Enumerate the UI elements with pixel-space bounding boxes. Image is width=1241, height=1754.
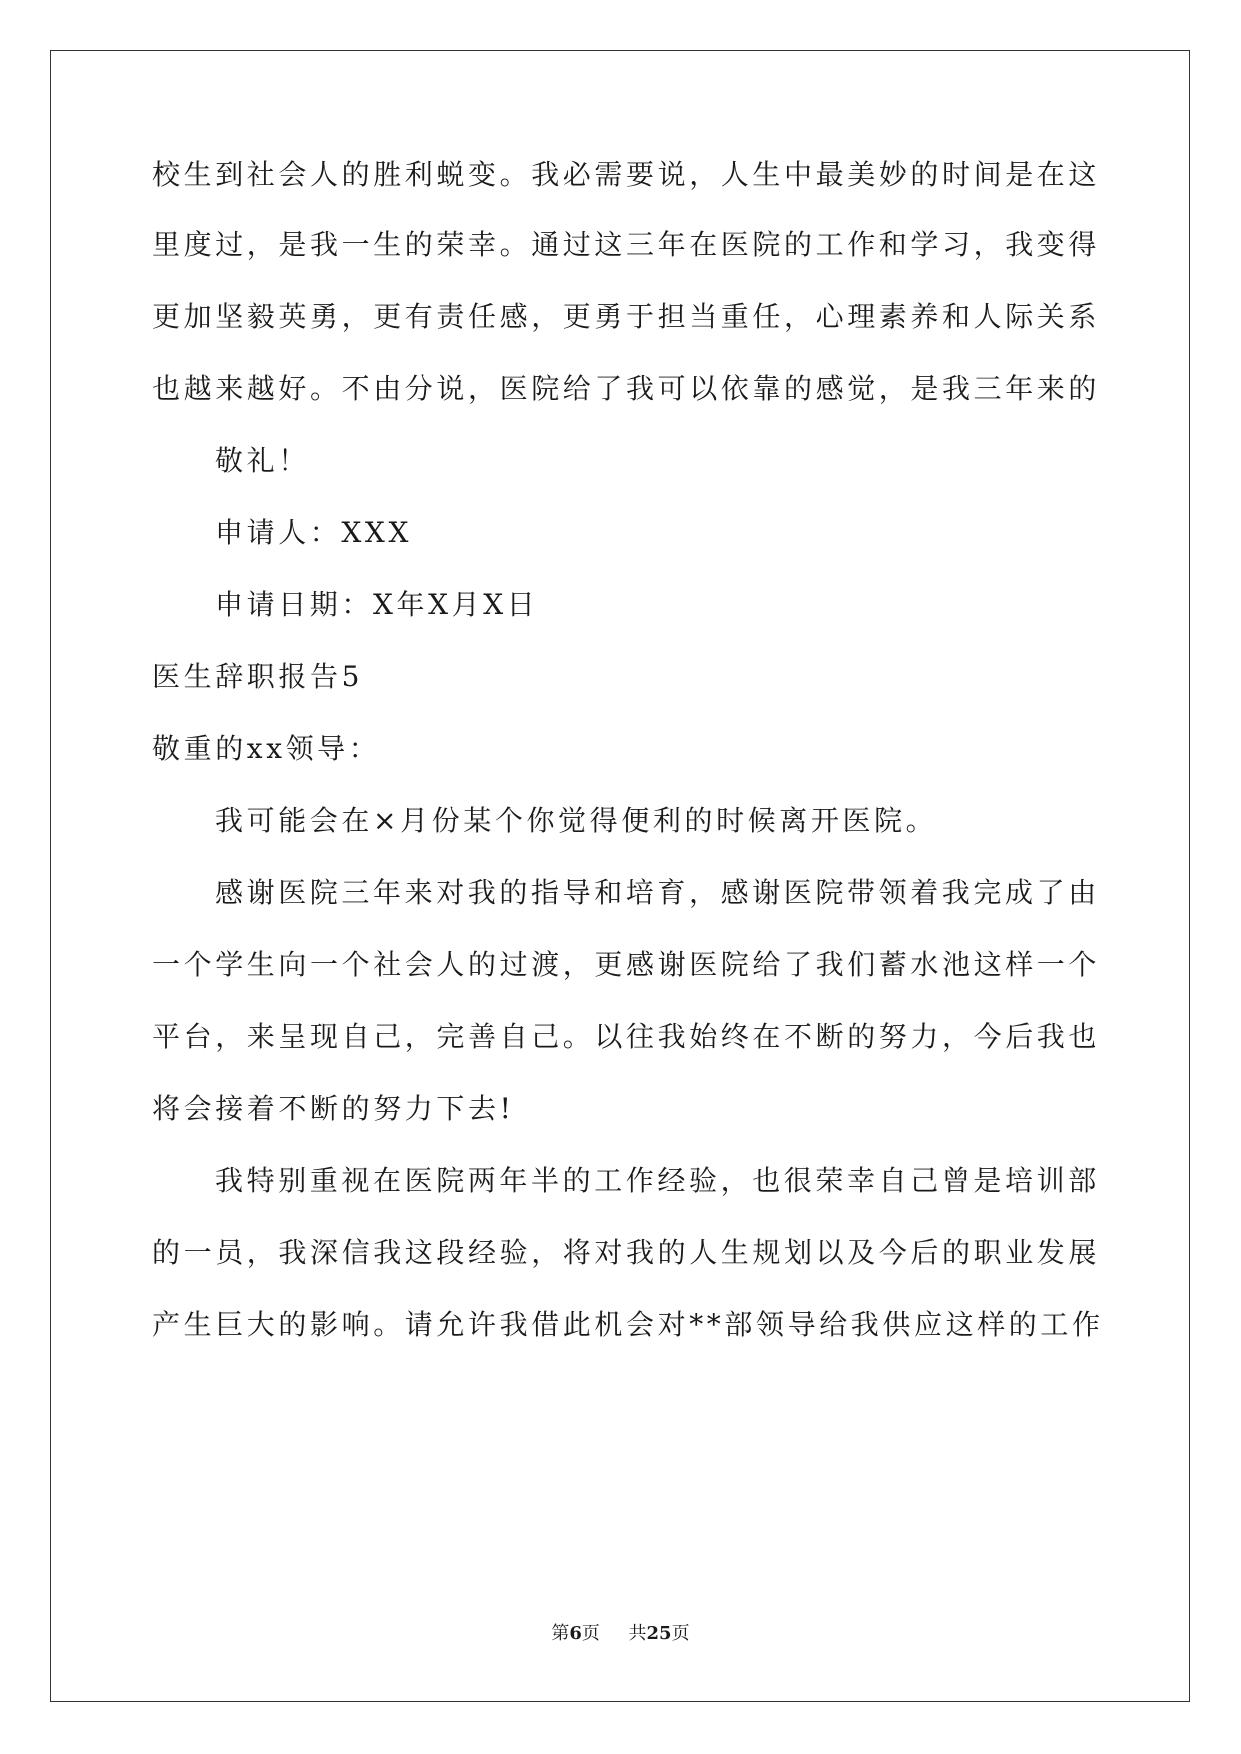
greeting-line: 敬重的xx领导： (152, 732, 381, 765)
applicant-line: 申请人：XXX (215, 516, 413, 549)
closing-salutation: 敬礼！ (215, 444, 310, 477)
total-suffix: 页 (671, 1623, 690, 1644)
paragraph-line: 平台，来呈现自己，完善自己。以往我始终在不断的努力，今后我也 (152, 1020, 1101, 1053)
current-page-number: 6 (569, 1623, 582, 1644)
page-prefix: 第 (551, 1623, 570, 1644)
paragraph-line: 校生到社会人的胜利蜕变。我必需要说，人生中最美妙的时间是在这 (152, 158, 1101, 191)
section-title: 医生辞职报告5 (152, 660, 364, 693)
paragraph-line: 更加坚毅英勇，更有责任感，更勇于担当重任，心理素养和人际关系 (152, 300, 1101, 333)
total-prefix: 共 (628, 1623, 647, 1644)
application-date-line: 申请日期：X年X月X日 (215, 588, 539, 621)
paragraph-line: 我特别重视在医院两年半的工作经验，也很荣幸自己曾是培训部 (215, 1164, 1100, 1197)
paragraph-line: 将会接着不断的努力下去! (152, 1092, 515, 1125)
paragraph-line: 感谢医院三年来对我的指导和培育，感谢医院带领着我完成了由 (215, 876, 1100, 909)
paragraph-line: 的一员，我深信我这段经验，将对我的人生规划以及今后的职业发展 (152, 1236, 1101, 1269)
paragraph-line: 也越来越好。不由分说，医院给了我可以依靠的感觉，是我三年来的 (152, 372, 1101, 405)
page-footer (0, 1622, 1241, 1646)
paragraph-line: 我可能会在×月份某个你觉得便利的时候离开医院。 (215, 804, 938, 837)
paragraph-line: 里度过，是我一生的荣幸。通过这三年在医院的工作和学习，我变得 (152, 228, 1101, 261)
page-suffix: 页 (581, 1623, 600, 1644)
paragraph-line: 一个学生向一个社会人的过渡，更感谢医院给了我们蓄水池这样一个 (152, 948, 1101, 981)
total-page-number: 25 (646, 1623, 672, 1644)
paragraph-line: 产生巨大的影响。请允许我借此机会对**部领导给我供应这样的工作 (152, 1308, 1104, 1341)
